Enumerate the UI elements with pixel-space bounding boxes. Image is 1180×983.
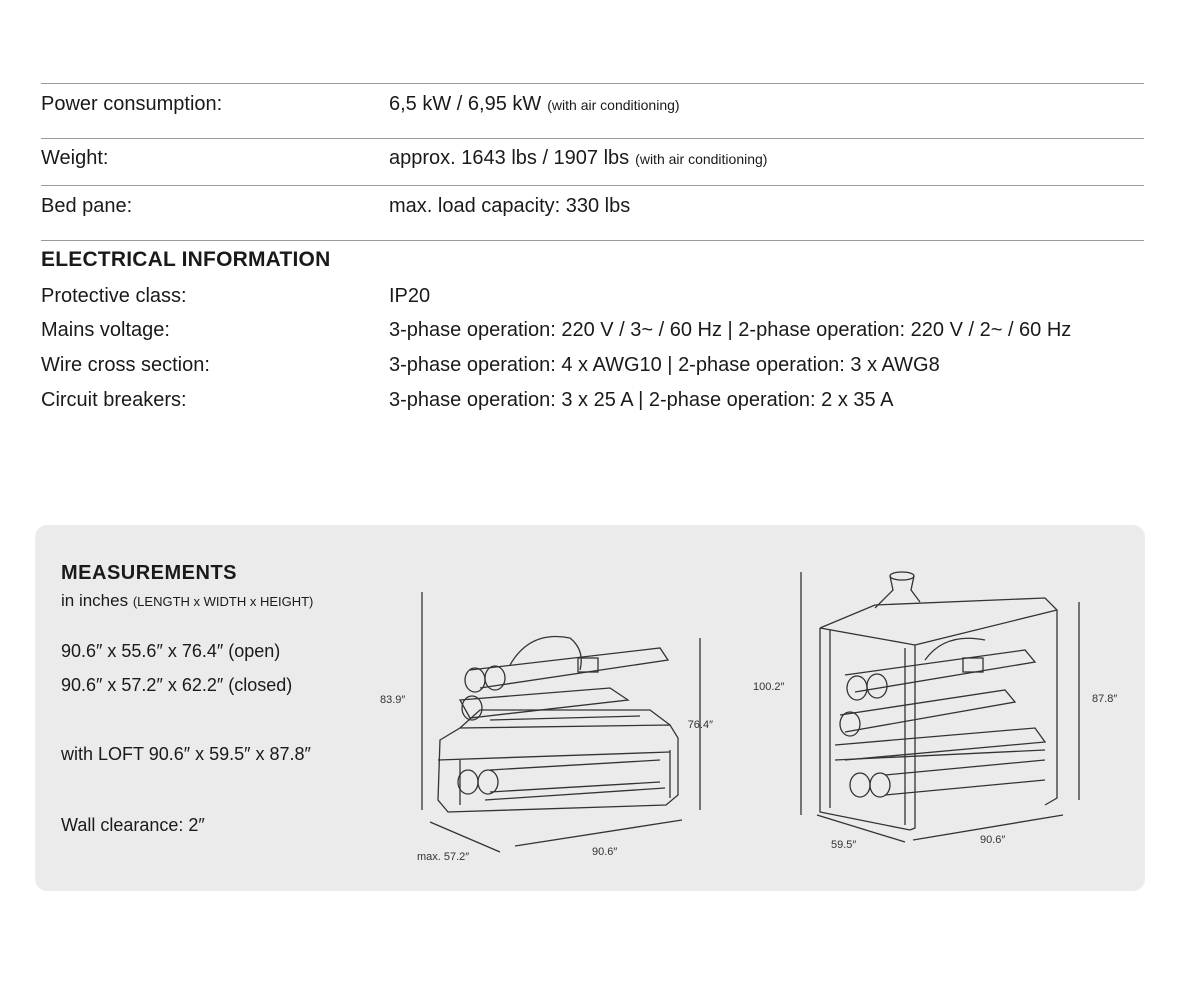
spec-value-text: 6,5 kW / 6,95 kW (389, 93, 542, 115)
spec-value-text: approx. 1643 lbs / 1907 lbs (389, 147, 630, 169)
divider (41, 83, 1144, 84)
height-total-label: 100.2″ (753, 681, 785, 693)
spec-note: (with air conditioning) (547, 97, 680, 113)
spec-note: (with air conditioning) (635, 151, 768, 167)
spec-label: Power consumption: (41, 93, 223, 115)
spec-label: Mains voltage: (41, 319, 170, 341)
spec-value: IP20 (389, 285, 431, 307)
width-label: 59.5″ (831, 839, 857, 851)
spec-label: Weight: (41, 147, 109, 169)
dimension-closed: 90.6″ x 57.2″ x 62.2″ (closed) (61, 675, 293, 695)
height-total-label: 83.9″ (380, 694, 406, 706)
spec-value (389, 146, 767, 171)
length-label: 90.6″ (980, 834, 1006, 846)
height-loft-label: 87.8″ (1092, 693, 1118, 705)
wall-clearance: Wall clearance: 2″ (61, 815, 205, 835)
spec-value: 3-phase operation: 220 V / 3~ / 60 Hz | 2-phase operation: 220 V / 2~ / 60 Hz (389, 319, 1072, 341)
divider (41, 240, 1144, 241)
spec-value: 3-phase operation: 3 x 25 A | 2-phase operation: 2 x 35 A (389, 389, 894, 411)
spec-label: Protective class: (41, 285, 187, 307)
spec-value-text: max. load capacity: 330 lbs (389, 195, 631, 217)
spec-label: Bed pane: (41, 195, 133, 217)
measurements-unit (61, 591, 313, 611)
product-drawing-loft (745, 560, 1135, 870)
spec-value: 3-phase operation: 4 x AWG10 | 2-phase operation: 3 x AWG8 (389, 354, 940, 376)
divider (41, 185, 1144, 186)
spec-value (389, 92, 680, 117)
dimension-open: 90.6″ x 55.6″ x 76.4″ (open) (61, 641, 281, 661)
length-label: 90.6″ (592, 846, 618, 858)
dimension-loft: with LOFT 90.6″ x 59.5″ x 87.8″ (61, 744, 311, 764)
height-open-label: 76.4″ (687, 719, 713, 731)
measurements-title: MEASUREMENTS (61, 562, 238, 584)
unit-label: in inches (61, 591, 129, 610)
electrical-section-title: ELECTRICAL INFORMATION (41, 248, 331, 271)
spec-label: Wire cross section: (41, 354, 210, 376)
product-drawing-open (370, 560, 720, 870)
width-label: max. 57.2″ (417, 851, 470, 863)
spec-label: Circuit breakers: (41, 389, 187, 411)
divider (41, 138, 1144, 139)
spec-value (389, 194, 630, 218)
unit-detail: (LENGTH x WIDTH x HEIGHT) (132, 594, 314, 609)
